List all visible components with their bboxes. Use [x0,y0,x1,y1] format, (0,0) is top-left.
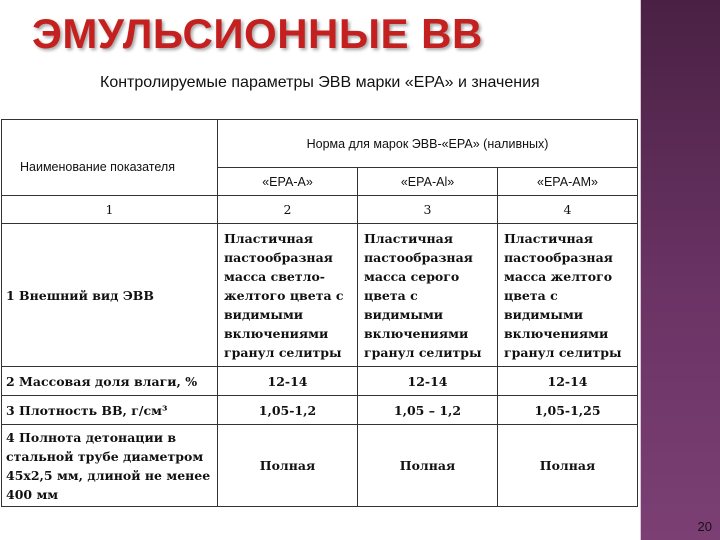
header-indicator: Наименование показателя [20,160,175,174]
cell-value: Пластичная пастообразная масса желтого цвета с видимыми включениями гранул селитры [498,224,638,367]
cell-value: 12-14 [498,367,638,396]
row-name: 1 Внешний вид ЭВВ [2,224,218,367]
page-subtitle: Контролируемые параметры ЭВВ марки «ЕРА» и значения [100,74,540,91]
cell-value: 1,05 – 1,2 [358,396,498,425]
sidebar-divider [640,0,641,540]
row-name: 4 Полнота детонации в стальной трубе диаметром 45х2,5 мм, длиной не менее 400 мм [2,425,218,507]
brand-header: «ЕРА-Аl» [358,168,498,196]
row-name: 3 Плотность ВВ, г/см³ [2,396,218,425]
cell-value: Пластичная пастообразная масса серого цвета с видимыми включениями гранул селитры [358,224,498,367]
column-number: 3 [358,196,498,224]
cell-value: Полная [498,425,638,507]
decorative-sidebar [640,0,720,540]
cell-value: 1,05-1,2 [218,396,358,425]
page-title: ЭМУЛЬСИОННЫЕ ВВ [32,10,483,57]
parameters-table [1,119,638,507]
cell-value: 1,05-1,25 [498,396,638,425]
row-name: 2 Массовая доля влаги, % [2,367,218,396]
header-indicator-cell [2,120,218,196]
brand-header: «ЕРА-АМ» [498,168,638,196]
column-number: 1 [2,196,218,224]
cell-value: Полная [218,425,358,507]
header-norm: Норма для марок ЭВВ-«ЕРА» (наливных) [218,120,638,168]
cell-value: 12-14 [358,367,498,396]
column-number: 2 [218,196,358,224]
cell-value: 12-14 [218,367,358,396]
column-number: 4 [498,196,638,224]
page-number: 20 [697,519,712,534]
cell-value: Пластичная пастообразная масса светло-желтого цвета с видимыми включениями гранул селитры [218,224,358,367]
cell-value: Полная [358,425,498,507]
brand-header: «ЕРА-А» [218,168,358,196]
